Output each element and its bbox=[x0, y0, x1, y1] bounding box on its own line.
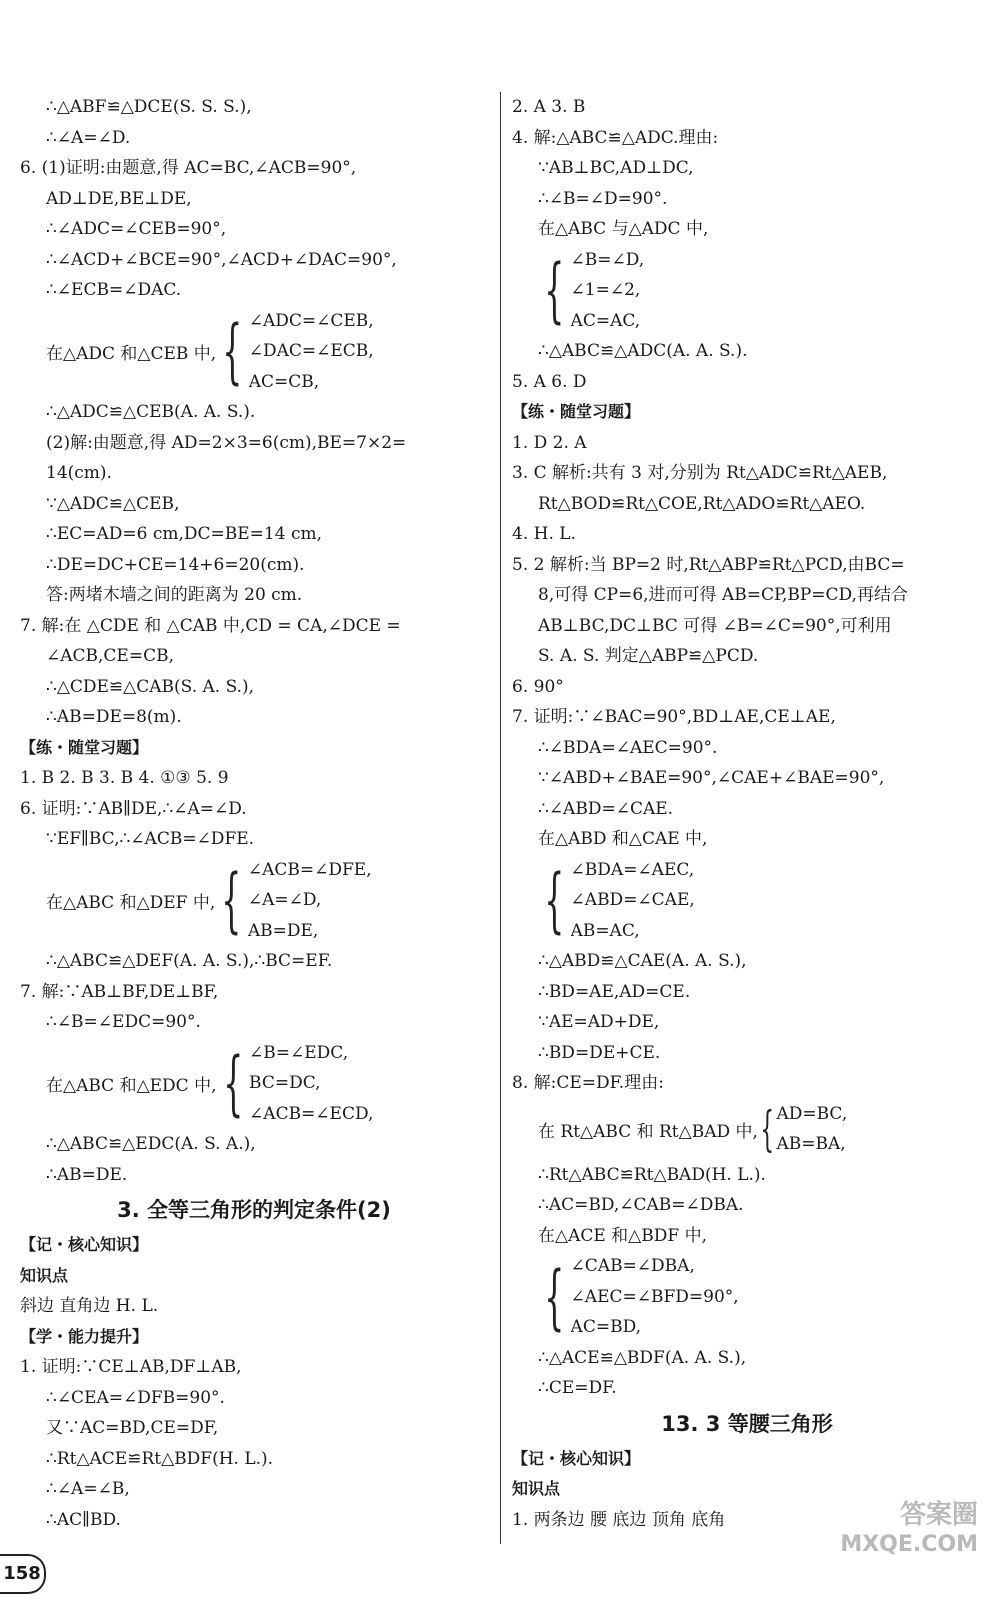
text-line: 在△ABC 与△ADC 中, bbox=[538, 219, 709, 239]
question-3: 3. C 解析:共有 3 对,分别为 Rt△ADC≌Rt△AEB, bbox=[512, 463, 888, 483]
brace-line: ∠ADC=∠CEB, bbox=[248, 310, 374, 331]
section-title: 13. 3 等腰三角形 bbox=[661, 1411, 833, 1436]
text-line: ∴AB=DE=8(m). bbox=[46, 707, 182, 727]
brace-lead: 在 Rt△ABC 和 Rt△BAD 中, bbox=[538, 1121, 758, 1142]
text-line: ∠ACB,CE=CB, bbox=[46, 646, 174, 666]
brace-line: AB=AC, bbox=[570, 920, 640, 941]
text-line: ∴AC=BD,∠CAB=∠DBA. bbox=[538, 1195, 744, 1215]
brace-line: AC=CB, bbox=[248, 371, 320, 392]
text-line: ∴∠B=∠D=90°. bbox=[538, 188, 668, 209]
question-8: 8. 解:CE=DF.理由: bbox=[512, 1073, 664, 1093]
brace-symbol: { bbox=[544, 1255, 565, 1338]
brace-symbol: { bbox=[221, 859, 242, 942]
brace-symbol: { bbox=[544, 859, 565, 942]
brace-line: ∠A=∠D, bbox=[247, 890, 322, 910]
brace-line: ∠ACB=∠DFE, bbox=[247, 859, 372, 880]
left-column bbox=[20, 92, 488, 1535]
brace-line: AC=AC, bbox=[570, 310, 641, 331]
text-line: ∴∠A=∠B, bbox=[46, 1479, 130, 1499]
question-6: 6. (1)证明:由题意,得 AC=BC,∠ACB=90°, bbox=[20, 158, 357, 178]
brace-line: ∠1=∠2, bbox=[570, 280, 641, 300]
text-line: ∴△ADC≌△CEB(A. A. S.). bbox=[46, 402, 256, 422]
text-line: ∴∠ADC=∠CEB=90°, bbox=[46, 219, 227, 239]
text-line: ∴AC∥BD. bbox=[46, 1509, 121, 1530]
text-line: Rt△BOD≌Rt△COE,Rt△ADO≌Rt△AEO. bbox=[538, 493, 866, 514]
section-label: 【记・核心知识】 bbox=[512, 1448, 641, 1468]
text-line: ∴△ABC≌△DEF(A. A. S.),∴BC=EF. bbox=[46, 951, 333, 971]
answer-line: 4. H. L. bbox=[512, 524, 576, 544]
text-line: ∴DE=DC+CE=14+6=20(cm). bbox=[46, 554, 305, 575]
brace-line: AB=DE, bbox=[247, 920, 319, 941]
answer-line: 5. A 6. D bbox=[512, 371, 587, 392]
watermark-logo bbox=[808, 1500, 978, 1570]
brace-line: AD=BC, bbox=[776, 1103, 848, 1124]
answer-line: 1. 两条边 腰 底边 顶角 底角 bbox=[512, 1509, 726, 1530]
text-line: ∴△ABC≌△ADC(A. A. S.). bbox=[538, 341, 748, 361]
brace-group bbox=[512, 1251, 982, 1343]
brace-symbol: { bbox=[544, 249, 565, 332]
answer-line: 6. 90° bbox=[512, 676, 564, 697]
answer-line: 1. B 2. B 3. B 4. ①③ 5. 9 bbox=[20, 768, 229, 788]
brace-lead: 在△ABC 和△DEF 中, bbox=[46, 892, 216, 913]
brace-group bbox=[512, 855, 982, 947]
brace-group bbox=[512, 245, 982, 337]
brace-lead: 在△ADC 和△CEB 中, bbox=[46, 343, 217, 364]
knowledge-point-label: 知识点 bbox=[512, 1479, 561, 1498]
watermark-url: MXQE.COM bbox=[840, 1532, 978, 1557]
text-line: ∵AB⊥BC,AD⊥DC, bbox=[538, 158, 694, 178]
brace-line: ∠DAC=∠ECB, bbox=[248, 341, 374, 361]
text-line: 答:两堵木墙之间的距离为 20 cm. bbox=[46, 585, 303, 605]
text-line: ∴∠A=∠D. bbox=[46, 127, 131, 148]
text-line: ∴AB=DE. bbox=[46, 1164, 128, 1185]
text-line: (2)解:由题意,得 AD=2×3=6(cm),BE=7×2= bbox=[46, 432, 407, 453]
question-6: 6. 证明:∵AB∥DE,∴∠A=∠D. bbox=[20, 798, 247, 819]
answer-line: 1. D 2. A bbox=[512, 432, 587, 453]
text-line: 又∵AC=BD,CE=DF, bbox=[46, 1418, 219, 1438]
question-7: 7. 证明:∵∠BAC=90°,BD⊥AE,CE⊥AE, bbox=[512, 707, 836, 727]
knowledge-point-label: 知识点 bbox=[20, 1265, 69, 1285]
brace-line: ∠B=∠EDC, bbox=[249, 1042, 349, 1063]
watermark-text: 答案圈 bbox=[899, 1500, 978, 1530]
brace-line: ∠B=∠D, bbox=[570, 249, 645, 270]
answer-line: 2. A 3. B bbox=[512, 97, 586, 117]
brace-line: ∠AEC=∠BFD=90°, bbox=[570, 1286, 739, 1307]
section-label: 【记・核心知识】 bbox=[20, 1235, 149, 1254]
brace-group bbox=[20, 306, 488, 398]
question-1: 1. 证明:∵CE⊥AB,DF⊥AB, bbox=[20, 1357, 242, 1377]
text-line: S. A. S. 判定△ABP≌△PCD. bbox=[538, 646, 759, 666]
text-line: ∴∠ABD=∠CAE. bbox=[538, 798, 674, 819]
text-line: ∴Rt△ABC≌Rt△BAD(H. L.). bbox=[538, 1164, 766, 1185]
brace-line: ∠ABD=∠CAE, bbox=[570, 890, 695, 910]
text-line: 14(cm). bbox=[46, 463, 112, 483]
text-line: ∵AE=AD+DE, bbox=[538, 1012, 660, 1032]
brace-line: ∠BDA=∠AEC, bbox=[570, 859, 695, 880]
text-line: ∴CE=DF. bbox=[538, 1378, 617, 1398]
question-7: 7. 解:∵AB⊥BF,DE⊥BF, bbox=[20, 981, 219, 1002]
page-number: 158 bbox=[0, 1554, 46, 1594]
brace-line: AC=BD, bbox=[570, 1317, 641, 1337]
column-divider bbox=[500, 92, 501, 1544]
right-column bbox=[512, 92, 982, 1535]
text-line: AB⊥BC,DC⊥BC 可得 ∠B=∠C=90°,可利用 bbox=[538, 615, 892, 636]
brace-symbol: { bbox=[222, 1042, 243, 1125]
section-label: 【学・能力提升】 bbox=[20, 1326, 149, 1346]
question-7: 7. 解:在 △CDE 和 △CAB 中,CD = CA,∠DCE = bbox=[20, 615, 401, 636]
brace-line: ∠ACB=∠ECD, bbox=[249, 1103, 374, 1124]
text-line: ∴△ABC≌△EDC(A. S. A.), bbox=[46, 1134, 256, 1154]
brace-group bbox=[20, 855, 488, 947]
text-line: ∴Rt△ACE≌Rt△BDF(H. L.). bbox=[46, 1448, 274, 1469]
text-line: ∴∠ACD+∠BCE=90°,∠ACD+∠DAC=90°, bbox=[46, 249, 397, 270]
text-line: 8,可得 CP=6,进而可得 AB=CP,BP=CD,再结合 bbox=[538, 585, 908, 605]
brace-group bbox=[512, 1099, 982, 1160]
text-line: ∴△ACE≌△BDF(A. A. S.), bbox=[538, 1347, 747, 1368]
text-line: ∴∠B=∠EDC=90°. bbox=[46, 1012, 201, 1032]
text-line: ∴△ABD≌△CAE(A. A. S.), bbox=[538, 951, 747, 971]
text-line: ∴∠BDA=∠AEC=90°. bbox=[538, 737, 718, 758]
question-4: 4. 解:△ABC≌△ADC.理由: bbox=[512, 127, 719, 148]
brace-symbol: { bbox=[760, 1101, 775, 1157]
text-line: ∴△ABF≌△DCE(S. S. S.), bbox=[46, 97, 252, 117]
answer-line: 斜边 直角边 H. L. bbox=[20, 1296, 159, 1316]
brace-line: AB=BA, bbox=[776, 1134, 846, 1154]
brace-group bbox=[20, 1038, 488, 1130]
text-line: AD⊥DE,BE⊥DE, bbox=[46, 188, 192, 209]
text-line: ∴∠ECB=∠DAC. bbox=[46, 280, 182, 300]
brace-line: ∠CAB=∠DBA, bbox=[570, 1256, 695, 1276]
brace-lead: 在△ABC 和△EDC 中, bbox=[46, 1075, 217, 1096]
text-line: 在△ACE 和△BDF 中, bbox=[538, 1225, 707, 1246]
section-title: 3. 全等三角形的判定条件(2) bbox=[117, 1198, 391, 1222]
text-line: ∴BD=AE,AD=CE. bbox=[538, 981, 691, 1002]
question-5: 5. 2 解析:当 BP=2 时,Rt△ABP≌Rt△PCD,由BC= bbox=[512, 554, 905, 575]
section-label: 【练・随堂习题】 bbox=[512, 402, 641, 421]
brace-line: BC=DC, bbox=[249, 1073, 321, 1093]
text-line: ∵△ADC≌△CEB, bbox=[46, 493, 180, 514]
text-line: ∴BD=DE+CE. bbox=[538, 1042, 661, 1063]
section-label: 【练・随堂习题】 bbox=[20, 737, 149, 757]
text-line: ∵EF∥BC,∴∠ACB=∠DFE. bbox=[46, 829, 255, 849]
text-line: 在△ABD 和△CAE 中, bbox=[538, 829, 708, 849]
text-line: ∴△CDE≌△CAB(S. A. S.), bbox=[46, 676, 255, 697]
text-line: ∵∠ABD+∠BAE=90°,∠CAE+∠BAE=90°, bbox=[538, 768, 885, 788]
text-line: ∴EC=AD=6 cm,DC=BE=14 cm, bbox=[46, 524, 323, 544]
brace-symbol: { bbox=[222, 310, 243, 393]
text-line: ∴∠CEA=∠DFB=90°. bbox=[46, 1387, 225, 1408]
